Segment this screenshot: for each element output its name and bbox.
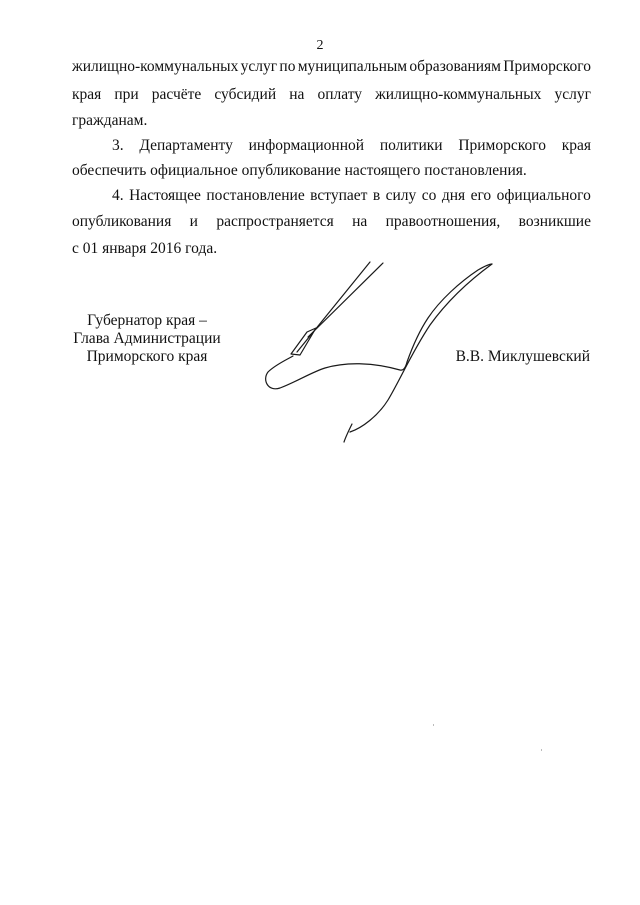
word: при [114,86,139,103]
word: информационной [248,137,365,154]
word: образованиям [409,58,501,75]
word: Приморского [458,137,546,154]
word: политики [379,137,443,154]
word: на [352,213,368,230]
body-line-3: гражданам. [72,112,148,129]
position-line-1: Губернатор края – [87,312,207,329]
body-line-6 [112,187,591,205]
word: в [372,187,381,204]
position-line-2: Глава Администрации [73,330,221,347]
word: постановление [206,187,305,204]
word: вступает [310,187,368,204]
body-line-2 [72,86,591,104]
signatory-position [72,312,222,366]
word: 3. [112,137,124,154]
scan-speck [433,724,434,726]
word: услуг [554,86,591,103]
word: по [279,58,296,75]
word: его [470,187,492,204]
word: субсидий [214,86,277,103]
word: края [72,86,102,103]
word: услуг [240,58,278,75]
word: жилищно-коммунальных [375,86,542,103]
body-line-4 [112,137,591,155]
body-line-1 [72,58,591,76]
word: 4. [112,187,124,204]
body-line-7 [72,213,591,231]
word: возникшие [518,213,591,230]
word: и [189,213,198,230]
word: дня [441,187,466,204]
word: опубликования [72,213,172,230]
word: Настоящее [129,187,201,204]
word: муниципальным [297,58,408,75]
scan-speck [541,749,542,751]
signer-name: В.В. Миклушевский [455,348,590,365]
body-line-8: с 01 января 2016 года. [72,240,218,257]
position-line-3: Приморского края [86,348,208,365]
page-number: 2 [316,38,324,53]
word: на [289,86,305,103]
word: Приморского [503,58,591,75]
word: жилищно-коммунальных [72,58,239,75]
body-line-5: обеспечить официальное опубликование настоящего постановления. [72,162,527,179]
word: правоотношения, [385,213,501,230]
word: со [421,187,437,204]
word: силу [385,187,417,204]
word: расчёте [151,86,202,103]
word: оплату [317,86,363,103]
word: края [561,137,591,154]
word: Департаменту [139,137,233,154]
word: распространяется [216,213,334,230]
word: официального [496,187,591,204]
